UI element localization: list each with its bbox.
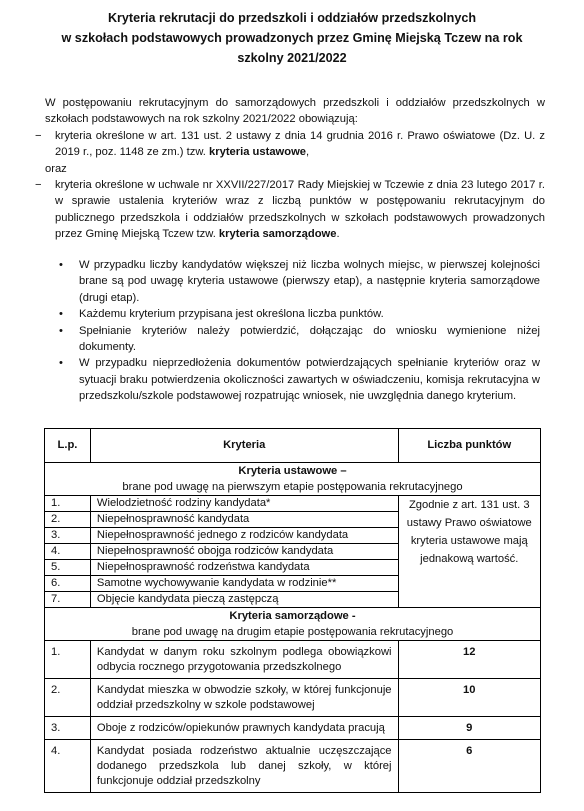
row-lp: 3. (45, 528, 91, 544)
table-row (45, 641, 541, 679)
row-criterion: Kandydat w danym roku szkolnym podlega obowiązkowi odbycia rocznego przygotowania przedszkolnego (90, 641, 398, 679)
bullet-icon: • (59, 308, 63, 321)
intro-item-2-bold: kryteria samorządowe (218, 228, 337, 241)
row-criterion: Samotne wychowywanie kandydata w rodzinie** (90, 576, 398, 592)
row-points: 6 (398, 740, 540, 793)
intro-item-1-tail: , (306, 146, 310, 159)
bullet-item (59, 355, 540, 404)
bullet-list (59, 257, 540, 405)
section-2-heading (45, 608, 541, 641)
intro-item-1-body: kryteria określone w art. 131 ust. 2 ustawy z dnia 14 grudnia 2016 r. Prawo oświatowe (Dz. U. z 2019 r., poz. 1148 ze zm.) tzw. (55, 129, 545, 159)
bullet-text-1: W przypadku liczby kandydatów większej niż liczba wolnych miejsc, w pierwszej kolejności brane są pod uwagę kryteria ustawowe (pierwszy etap), a następnie kryteria samorządowe (drugi etap). (79, 259, 540, 304)
row-points: 9 (398, 717, 540, 740)
bullet-text-3: Spełnianie kryteriów należy potwierdzić, dołączając do wniosku wymienione niżej dokumenty. (79, 324, 540, 354)
row-criterion: Niepełnosprawność obojga rodziców kandydata (90, 544, 398, 560)
intro-oraz: oraz (45, 162, 67, 175)
row-criterion: Niepełnosprawność rodzeństwa kandydata (90, 560, 398, 576)
section-2-subtitle: brane pod uwagę na drugim etapie postępowania rekrutacyjnego (131, 626, 454, 638)
header-criteria: Kryteria (90, 429, 398, 463)
row-lp: 5. (45, 560, 91, 576)
section-1-heading (45, 463, 541, 496)
criteria-table (44, 428, 541, 793)
row-lp: 3. (45, 717, 91, 740)
section-2-header (45, 608, 541, 641)
section-1-subtitle: brane pod uwagę na pierwszym etapie postępowania rekrutacyjnego (122, 481, 463, 493)
intro-item-2 (35, 177, 545, 243)
bullet-item (59, 257, 540, 306)
row-lp: 7. (45, 592, 91, 608)
bullet-icon: • (59, 324, 63, 337)
row-criterion: Kandydat posiada rodzeństwo aktualnie uczęszczające dodanego przedszkola lub danej szkoły, w której funkcjonuje oddział przedszkolny (90, 740, 398, 793)
section-1-title: Kryteria ustawowe – (238, 465, 347, 477)
intro-item-1 (35, 128, 545, 161)
intro-item-2-tail: . (336, 228, 340, 241)
table-row (45, 717, 541, 740)
table-row (45, 679, 541, 717)
table-header-row (45, 429, 541, 463)
section-2-title: Kryteria samorządowe - (229, 610, 356, 622)
bullet-item (59, 323, 540, 356)
row-criterion: Objęcie kandydata pieczą zastępczą (90, 592, 398, 608)
intro-item-1-bold: kryteria ustawowe (209, 146, 307, 159)
intro-item-2-body: kryteria określone w uchwale nr XXVII/227/2017 Rady Miejskiej w Tczewie z dnia 23 lutego 2017 r. w sprawie ustalenia kryteriów wraz z liczbą punktów w postępowaniu rekrutacyjnym do publicznego przedszkola i oddziałów przedszkolnych w szkołach podstawowych prowadzonych przez Gminę Miejską Tczew tzw. (55, 179, 545, 241)
intro-section (35, 95, 545, 243)
row-lp: 2. (45, 679, 91, 717)
intro-item-1-text (55, 128, 545, 161)
intro-item-2-text (55, 177, 545, 243)
bullet-text-4: W przypadku nieprzedłożenia dokumentów potwierdzających spełnianie kryteriów oraz w sytuacji braku potwierdzenia okoliczności zawartych w oświadczeniu, komisja rekrutacyjna w przedszkolu/szkole podstawowej rozpatrując wniosek, nie uwzględnia danego kryterium. (79, 357, 540, 403)
dash-icon: − (35, 129, 42, 142)
row-points: 10 (398, 679, 540, 717)
row-points: 12 (398, 641, 540, 679)
section-1-header (45, 463, 541, 496)
row-criterion: Niepełnosprawność jednego z rodziców kandydata (90, 528, 398, 544)
table-row (45, 496, 541, 512)
bullet-text-2: Każdemu kryterium przypisana jest określona liczba punktów. (79, 308, 384, 321)
title-line-2: w szkołach podstawowych prowadzonych przez Gminę Miejską Tczew na rok (61, 31, 523, 45)
section-1-note: Zgodnie z art. 131 ust. 3 ustawy Prawo oświatowe kryteria ustawowe mają jednakową wartość. (398, 496, 540, 608)
bullet-icon: • (59, 259, 63, 271)
title-line-1: Kryteria rekrutacji do przedszkoli i oddziałów przedszkolnych (107, 11, 477, 25)
row-lp: 4. (45, 544, 91, 560)
row-lp: 4. (45, 740, 91, 793)
row-lp: 1. (45, 496, 91, 512)
row-criterion: Oboje z rodziców/opiekunów prawnych kandydata pracują (90, 717, 398, 740)
intro-lead: W postępowaniu rekrutacyjnym do samorządowych przedszkoli i oddziałów przedszkolnych w szkołach podstawowych na rok szkolny 2021/2022 obowiązują: (45, 97, 545, 126)
row-criterion: Kandydat mieszka w obwodzie szkoły, w której funkcjonuje oddział przedszkolny w szkole podstawowej (90, 679, 398, 717)
row-lp: 6. (45, 576, 91, 592)
title-line-3: szkolny 2021/2022 (237, 51, 347, 65)
row-lp: 1. (45, 641, 91, 679)
row-lp: 2. (45, 512, 91, 528)
header-lp: L.p. (45, 429, 91, 463)
header-points: Liczba punktów (398, 429, 540, 463)
table-row (45, 740, 541, 793)
dash-icon: − (35, 179, 42, 192)
document-title (40, 8, 544, 68)
row-criterion: Niepełnosprawność kandydata (90, 512, 398, 528)
row-criterion: Wielodzietność rodziny kandydata* (90, 496, 398, 512)
bullet-item (59, 306, 540, 322)
bullet-icon: • (59, 357, 63, 370)
